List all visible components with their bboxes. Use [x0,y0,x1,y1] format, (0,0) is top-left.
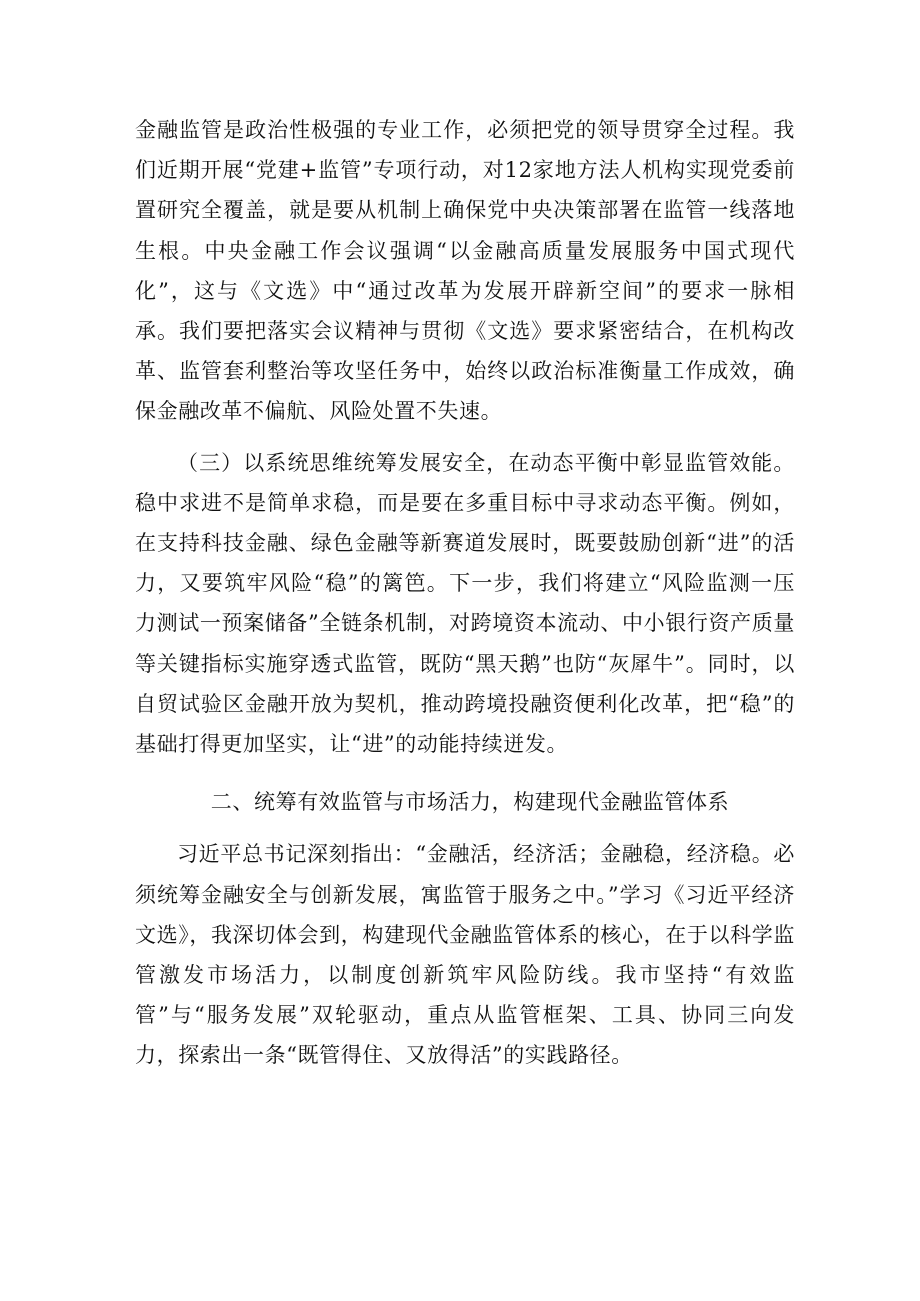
section-heading: 二、统筹有效监管与市场活力，构建现代金融监管体系 [210,790,730,815]
paragraph-modern-regulation: 习近平总书记深刻指出：“金融活，经济活；金融稳，经济稳。必须统筹金融安全与创新发展，寓监管于服务之中。”学习《习近平经济文选》，我深切体会到，构建现代金融监管体系的核心，在于以科学监管激发市场活力，以制度创新筑牢风险防线。我市坚持“有效监管”与“服务发展”双轮驱动，重点从监管框架、工具、协同三向发力，探索出一条“既管得住、又放得活”的实践路径。 [135,842,795,1068]
paragraph-party-leadership: 金融监管是政治性极强的专业工作，必须把党的领导贯穿全过程。我们近期开展“党建+监管”专项行动，对12家地方法人机构实现党委前置研究全覆盖，就是要从机制上确保党中央决策部署在监管一线落地生根。中央金融工作会议强调“以金融高质量发展服务中国式现代化”，这与《文选》中“通过改革为发展开辟新空间”的要求一脉相承。我们要把落实会议精神与贯彻《文选》要求紧密结合，在机构改革、监管套利整治等攻坚任务中，始终以政治标准衡量工作成效，确保金融改革不偏航、风险处置不失速。 [135,118,795,424]
document-body [135,110,795,1076]
paragraph-systems-thinking: （三）以系统思维统筹发展安全，在动态平衡中彰显监管效能。稳中求进不是简单求稳，而是要在多重目标中寻求动态平衡。例如，在支持科技金融、绿色金融等新赛道发展时，既要鼓励创新“进”的活力，又要筑牢风险“稳”的篱笆。下一步，我们将建立“风险监测一压力测试一预案储备”全链条机制，对跨境资本流动、中小银行资产质量等关键指标实施穿透式监管，既防“黑天鹅”也防“灰犀牛”。同时，以自贸试验区金融开放为契机，推动跨境投融资便利化改革，把“稳”的基础打得更加坚实，让“进”的动能持续迸发。 [135,450,795,757]
